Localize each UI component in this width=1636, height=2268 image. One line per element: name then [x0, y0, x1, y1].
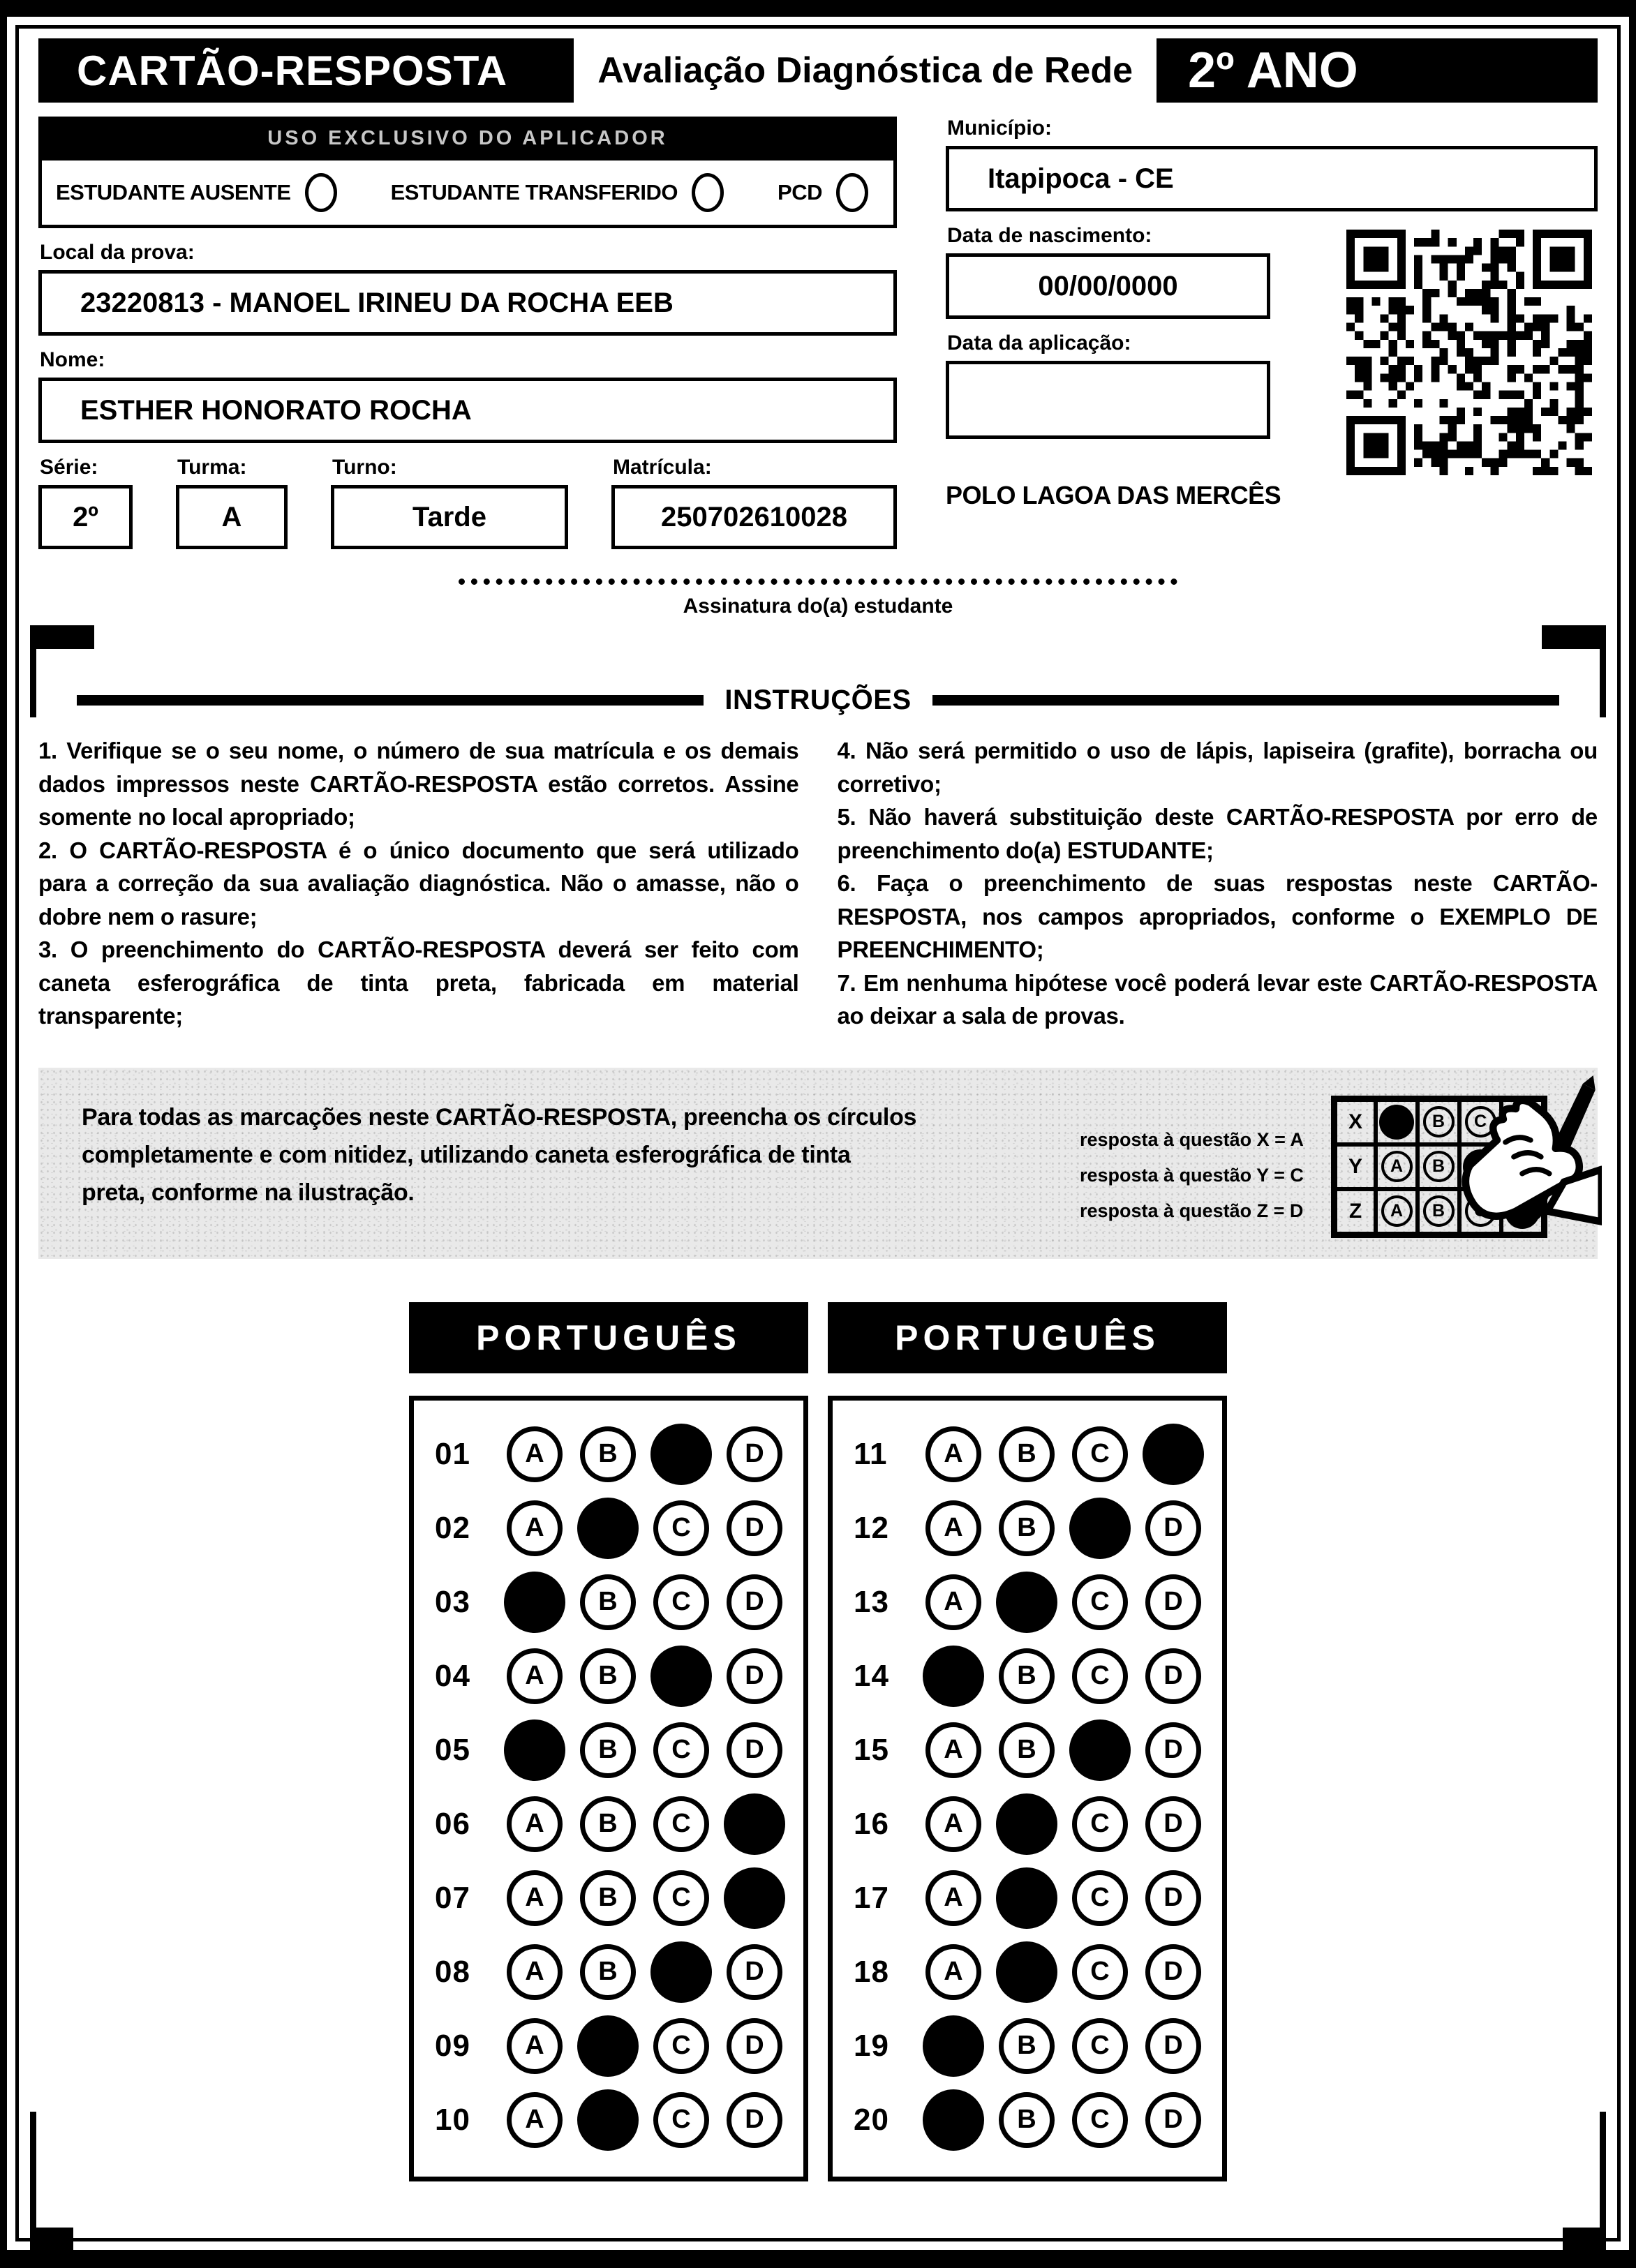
status-item-pcd — [778, 173, 868, 212]
question-row-12 — [833, 1491, 1222, 1565]
bubble-02-C: C — [653, 1500, 709, 1556]
instruction-item: 7. Em nenhuma hipótese você poderá levar este CARTÃO-RESPOSTA ao deixar a sala de provas. — [837, 969, 1598, 1029]
bubble-17-C: C — [1072, 1870, 1128, 1926]
question-row-06 — [414, 1787, 803, 1861]
answer-grid-box — [828, 1396, 1227, 2181]
bubble-11-C: C — [1072, 1426, 1128, 1482]
turma-field — [176, 443, 288, 549]
bubble-06-A: A — [507, 1796, 563, 1852]
instructions-right-column — [838, 734, 1598, 1033]
serie-field — [38, 443, 133, 549]
question-row-02 — [414, 1491, 803, 1565]
question-number: 16 — [854, 1806, 889, 1841]
instructions-columns — [38, 734, 1598, 1033]
serie-turma-turno-matricula-row — [38, 443, 897, 549]
bubble-20-D: D — [1145, 2092, 1201, 2148]
question-number: 14 — [854, 1658, 889, 1693]
instruction-item: 6. Faça o preenchimento de suas respostas neste CARTÃO-RESPOSTA, nos campos apropriados, conforme o EXEMPLO DE PREENCHIMENTO; — [837, 870, 1598, 963]
transferred-label: ESTUDANTE TRANSFERIDO — [390, 180, 678, 204]
bubble-03-D: D — [727, 1574, 782, 1630]
bubble-09-A: A — [507, 2018, 563, 2074]
card-title: CARTÃO-RESPOSTA — [77, 47, 508, 94]
bubble-01-C — [650, 1424, 712, 1485]
bubble-06-D — [724, 1793, 785, 1855]
bubble-03-A — [504, 1572, 565, 1633]
bubble-13-C: C — [1072, 1574, 1128, 1630]
instruction-item: 3. O preenchimento do CARTÃO-RESPOSTA deverá ser feito com caneta esferográfica de tinta preta, fabricada em material transparente; — [38, 937, 799, 1029]
question-row-04 — [414, 1639, 803, 1713]
bubble-20-C: C — [1072, 2092, 1128, 2148]
instruction-item: 1. Verifique se o seu nome, o número de sua matrícula e os demais dados impressos neste CARTÃO-RESPOSTA estão corretos. Assine somente no local apropriado; — [38, 738, 799, 830]
example-bubble-B: B — [1423, 1195, 1455, 1227]
student-id-column — [38, 117, 897, 549]
bubble-12-D: D — [1145, 1500, 1201, 1556]
bubble-13-B — [996, 1572, 1057, 1633]
signature-label: Assinatura do(a) estudante — [683, 595, 953, 618]
question-row-14 — [833, 1639, 1222, 1713]
bubble-01-B: B — [580, 1426, 636, 1482]
question-row-01 — [414, 1417, 803, 1491]
legend-line: resposta à questão Z = D — [1080, 1200, 1304, 1222]
bubble-07-A: A — [507, 1870, 563, 1926]
answer-grid-box — [409, 1396, 808, 2181]
bubble-05-D: D — [727, 1722, 782, 1778]
bubble-18-A: A — [925, 1944, 981, 2000]
question-number: 18 — [854, 1954, 889, 1989]
turno-field — [331, 443, 568, 549]
question-number: 13 — [854, 1584, 889, 1619]
pcd-bubble-icon — [836, 173, 868, 212]
pcd-label: PCD — [778, 180, 822, 204]
bubble-19-A — [923, 2015, 984, 2077]
bubble-19-B: B — [999, 2018, 1055, 2074]
nome-value: ESTHER HONORATO ROCHA — [38, 378, 897, 443]
question-row-19 — [833, 2009, 1222, 2083]
turma-label: Turma: — [177, 456, 247, 479]
bubble-02-D: D — [727, 1500, 782, 1556]
question-number: 07 — [435, 1880, 470, 1915]
qr-code — [1346, 227, 1592, 478]
absent-bubble-icon — [305, 173, 337, 212]
bubble-15-B: B — [999, 1722, 1055, 1778]
instruction-item: 2. O CARTÃO-RESPOSTA é o único documento que será utilizado para a correção da sua avaliação diagnóstica. Não o amasse, não o dobre nem o rasure; — [38, 837, 799, 930]
bubble-13-A: A — [925, 1574, 981, 1630]
subject-header: PORTUGUÊS — [828, 1302, 1227, 1373]
bubble-13-D: D — [1145, 1574, 1201, 1630]
bubble-09-C: C — [653, 2018, 709, 2074]
bubble-14-C: C — [1072, 1648, 1128, 1704]
signature-block — [38, 579, 1598, 618]
question-number: 06 — [435, 1806, 470, 1841]
instructions-title: INSTRUÇÕES — [724, 685, 912, 715]
bubble-04-D: D — [727, 1648, 782, 1704]
examiner-only-bar: USO EXCLUSIVO DO APLICADOR — [38, 117, 897, 161]
registration-mark-bottom-right — [1563, 2112, 1606, 2251]
bubble-07-B: B — [580, 1870, 636, 1926]
example-bubble-A: A — [1381, 1195, 1413, 1227]
bubble-19-C: C — [1072, 2018, 1128, 2074]
bubble-10-B — [577, 2089, 639, 2151]
bubble-10-C: C — [653, 2092, 709, 2148]
local-prova-value: 23220813 - MANOEL IRINEU DA ROCHA EEB — [38, 270, 897, 336]
example-bubble-A: A — [1381, 1151, 1413, 1182]
bubble-11-B: B — [999, 1426, 1055, 1482]
instructions-left-column — [38, 734, 799, 1033]
bubble-03-B: B — [580, 1574, 636, 1630]
question-number: 05 — [435, 1732, 470, 1767]
bubble-12-C — [1069, 1498, 1131, 1559]
polo-label: POLO LAGOA DAS MERCÊS — [946, 481, 1281, 509]
registration-mark-bottom-left — [30, 2112, 73, 2251]
bubble-05-A — [504, 1719, 565, 1781]
identification-area — [38, 117, 1598, 549]
bubble-04-C — [650, 1646, 712, 1707]
instruction-item: 4. Não será permitido o uso de lápis, lapiseira (grafite), borracha ou corretivo; — [837, 738, 1598, 797]
question-row-05 — [414, 1713, 803, 1787]
bubble-14-A — [923, 1646, 984, 1707]
hand-with-pen-illustration — [1371, 1073, 1602, 1256]
bubble-08-B: B — [580, 1944, 636, 2000]
bubble-09-B — [577, 2015, 639, 2077]
bubble-05-B: B — [580, 1722, 636, 1778]
example-legend — [1080, 1122, 1304, 1230]
bubble-11-D — [1143, 1424, 1204, 1485]
transferred-bubble-icon — [692, 173, 724, 212]
card-inner-frame — [15, 25, 1621, 2241]
bubble-04-A: A — [507, 1648, 563, 1704]
question-number: 09 — [435, 2028, 470, 2063]
bubble-06-B: B — [580, 1796, 636, 1852]
bubble-18-D: D — [1145, 1944, 1201, 2000]
bubble-12-A: A — [925, 1500, 981, 1556]
bubble-20-B: B — [999, 2092, 1055, 2148]
question-number: 02 — [435, 1510, 470, 1545]
bubble-17-D: D — [1145, 1870, 1201, 1926]
fill-example-banner — [38, 1068, 1598, 1259]
question-number: 17 — [854, 1880, 889, 1915]
example-bubble-B: B — [1423, 1106, 1455, 1137]
bubble-01-A: A — [507, 1426, 563, 1482]
absent-label: ESTUDANTE AUSENTE — [56, 180, 291, 204]
question-row-07 — [414, 1861, 803, 1935]
matricula-label: Matrícula: — [613, 456, 712, 479]
bubble-12-B: B — [999, 1500, 1055, 1556]
bubble-16-B — [996, 1793, 1057, 1855]
location-column — [946, 117, 1598, 549]
bubble-14-B: B — [999, 1648, 1055, 1704]
bubble-16-D: D — [1145, 1796, 1201, 1852]
bubble-10-A: A — [507, 2092, 563, 2148]
instructions-section — [38, 685, 1598, 1033]
serie-label: Série: — [40, 456, 98, 479]
question-number: 11 — [854, 1436, 888, 1471]
question-row-09 — [414, 2009, 803, 2083]
bubble-16-A: A — [925, 1796, 981, 1852]
bubble-08-D: D — [727, 1944, 782, 2000]
bubble-18-C: C — [1072, 1944, 1128, 2000]
bubble-07-C: C — [653, 1870, 709, 1926]
title-rule-left — [77, 695, 704, 706]
bubble-02-A: A — [507, 1500, 563, 1556]
legend-line: resposta à questão X = A — [1080, 1128, 1304, 1150]
question-number: 04 — [435, 1658, 470, 1693]
grade-label: 2º ANO — [1188, 43, 1358, 98]
turno-label: Turno: — [332, 456, 397, 479]
bubble-17-A: A — [925, 1870, 981, 1926]
municipio-label: Município: — [947, 117, 1052, 140]
example-row-label: Z — [1335, 1189, 1376, 1234]
question-number: 15 — [854, 1732, 889, 1767]
bubble-09-D: D — [727, 2018, 782, 2074]
question-number: 08 — [435, 1954, 470, 1989]
answer-section-1 — [409, 1302, 808, 2181]
bubble-15-C — [1069, 1719, 1131, 1781]
bubble-05-C: C — [653, 1722, 709, 1778]
signature-line — [459, 579, 1177, 585]
question-number: 01 — [435, 1436, 470, 1471]
instructions-title-row — [77, 685, 1559, 716]
instruction-item: 5. Não haverá substituição deste CARTÃO-RESPOSTA por erro de preenchimento do(a) ESTUDANTE; — [837, 804, 1598, 863]
answer-sections — [38, 1302, 1598, 2181]
turno-value: Tarde — [331, 485, 568, 549]
assessment-subtitle: Avaliação Diagnóstica de Rede — [574, 38, 1157, 103]
bubble-14-D: D — [1145, 1648, 1201, 1704]
bubble-17-B — [996, 1867, 1057, 1929]
examiner-status-box — [38, 161, 897, 228]
bubble-15-D: D — [1145, 1722, 1201, 1778]
bubble-07-D — [724, 1867, 785, 1929]
question-row-13 — [833, 1565, 1222, 1639]
bubble-16-C: C — [1072, 1796, 1128, 1852]
answer-section-2 — [828, 1302, 1227, 2181]
question-row-17 — [833, 1861, 1222, 1935]
bubble-02-B — [577, 1498, 639, 1559]
example-row-label: Y — [1335, 1144, 1376, 1189]
question-row-08 — [414, 1935, 803, 2009]
turma-value: A — [176, 485, 288, 549]
nascimento-value: 00/00/0000 — [946, 253, 1270, 319]
question-row-10 — [414, 2083, 803, 2157]
title-rule-right — [932, 695, 1559, 706]
nome-label: Nome: — [40, 348, 105, 371]
municipio-value: Itapipoca - CE — [946, 146, 1598, 211]
bubble-10-D: D — [727, 2092, 782, 2148]
bubble-19-D: D — [1145, 2018, 1201, 2074]
question-row-18 — [833, 1935, 1222, 2009]
question-number: 03 — [435, 1584, 470, 1619]
matricula-field — [611, 443, 897, 549]
subject-header: PORTUGUÊS — [409, 1302, 808, 1373]
card-header — [38, 38, 1598, 103]
question-number: 12 — [854, 1510, 889, 1545]
bubble-06-C: C — [653, 1796, 709, 1852]
question-number: 19 — [854, 2028, 889, 2063]
example-bubble-C: C — [1465, 1106, 1496, 1137]
bubble-11-A: A — [925, 1426, 981, 1482]
example-row-label: X — [1335, 1100, 1376, 1144]
bubble-04-B: B — [580, 1648, 636, 1704]
question-row-20 — [833, 2083, 1222, 2157]
matricula-value: 250702610028 — [611, 485, 897, 549]
serie-value: 2º — [38, 485, 133, 549]
local-prova-label: Local da prova: — [40, 241, 195, 264]
question-number: 20 — [854, 2102, 889, 2137]
bubble-08-A: A — [507, 1944, 563, 2000]
aplicacao-label: Data da aplicação: — [947, 331, 1131, 355]
status-item-absent — [56, 173, 337, 212]
question-row-16 — [833, 1787, 1222, 1861]
bubble-15-A: A — [925, 1722, 981, 1778]
bubble-18-B — [996, 1941, 1057, 2003]
status-item-transferred — [391, 173, 724, 212]
aplicacao-value — [946, 361, 1270, 439]
legend-line: resposta à questão Y = C — [1080, 1164, 1304, 1186]
bubble-03-C: C — [653, 1574, 709, 1630]
question-row-11 — [833, 1417, 1222, 1491]
question-row-15 — [833, 1713, 1222, 1787]
example-bubble-B: B — [1423, 1151, 1455, 1182]
nascimento-label: Data de nascimento: — [947, 224, 1152, 247]
question-row-03 — [414, 1565, 803, 1639]
bubble-20-A — [923, 2089, 984, 2151]
bubble-01-D: D — [727, 1426, 782, 1482]
question-number: 10 — [435, 2102, 470, 2137]
example-instruction-text: Para todas as marcações neste CARTÃO-RESPOSTA, preencha os círculos completamente e com nitidez, utilizando caneta esferográfica de tinta preta, conforme na ilustração. — [82, 1103, 917, 1207]
bubble-08-C — [650, 1941, 712, 2003]
